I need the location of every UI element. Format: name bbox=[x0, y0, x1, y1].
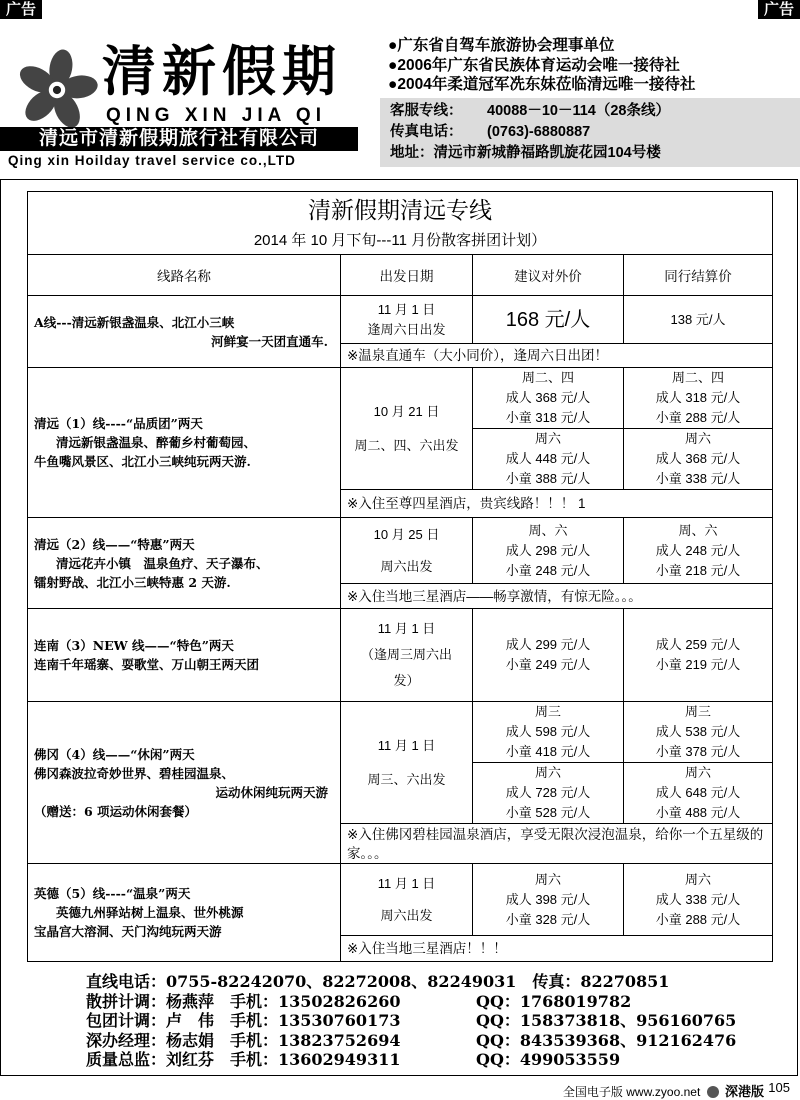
trade-price: 周六 成人 648 元/人 小童 488 元/人 bbox=[624, 763, 773, 824]
route-note: ※温泉直通车（大小同价），逢周六日出团！ bbox=[341, 344, 773, 368]
staff-line: 散拼计调：杨燕萍 手机：13502826260 QQ：1768019782 bbox=[86, 991, 632, 1011]
page-source: 全国电子版 www.zyoo.net 深港版 bbox=[562, 1084, 764, 1099]
retail-price: 周二、四 成人 368 元/人 小童 318 元/人 bbox=[473, 368, 624, 429]
route-name: 佛冈（4）线——“休闲”两天 佛冈森波拉奇妙世界、碧桂园温泉、 运动休闲纯玩两天游 （赠送：6 项运动休闲套餐） bbox=[28, 702, 341, 864]
brand-pinyin: QING XIN JIA QI bbox=[106, 105, 326, 126]
retail-price: 周六 成人 448 元/人 小童 388 元/人 bbox=[473, 429, 624, 490]
credentials-list bbox=[388, 36, 695, 95]
credential-item: ●2004年柔道冠军冼东妹莅临清远唯一接待社 bbox=[388, 76, 696, 93]
hotline-line: 直线电话：0755-82242070、82272008、82249031 传真：82270851 bbox=[86, 972, 670, 991]
col-header: 出发日期 bbox=[341, 255, 473, 296]
route-name: A线---清远新银盏温泉、北江小三峡 河鲜宴一天团直通车. bbox=[28, 296, 341, 368]
table-title: 清新假期清远专线 bbox=[28, 192, 773, 229]
table-subtitle: 2014 年 10 月下旬---11 月份散客拼团计划） bbox=[28, 228, 773, 255]
route-name: 连南（3）NEW 线——“特色”两天 连南千年瑶寨、耍歌堂、万山朝王两天团 bbox=[28, 609, 341, 702]
contact-info bbox=[390, 101, 670, 164]
page-number: 105 bbox=[768, 1080, 790, 1095]
staff-line: 质量总监：刘红芬 手机：13602949311 QQ：499053559 bbox=[86, 1050, 621, 1069]
route-name: 清远（2）线——“特惠”两天 清远花卉小镇 温泉鱼疗、天子瀑布、 镭射野战、北江小三峡特惠 2 天游. bbox=[28, 518, 341, 609]
contact-footer bbox=[86, 972, 737, 1070]
col-header: 同行结算价 bbox=[624, 255, 773, 296]
retail-price: 周、六 成人 298 元/人 小童 248 元/人 bbox=[473, 518, 624, 584]
company-name: 清远市清新假期旅行社有限公司 bbox=[0, 127, 358, 151]
brand-name: 清新假期 bbox=[102, 39, 342, 103]
route-note: ※入住当地三星酒店！！！ bbox=[341, 936, 773, 962]
route-name: 英德（5）线----“温泉”两天 英德九州驿站树上温泉、世外桃源 宝晶宫大溶洞、天门沟纯玩两天游 bbox=[28, 864, 341, 962]
retail-price: 周三 成人 598 元/人 小童 418 元/人 bbox=[473, 702, 624, 763]
company-name-en: Qing xin Hoilday travel service co.,LTD bbox=[8, 153, 296, 168]
trade-price: 成人 259 元/人 小童 219 元/人 bbox=[624, 609, 773, 702]
depart-date: 11 月 1 日 （逢周三周六出 发） bbox=[341, 609, 473, 702]
contact-key: 传真电话： bbox=[390, 124, 463, 140]
trade-price: 周三 成人 538 元/人 小童 378 元/人 bbox=[624, 702, 773, 763]
credential-item: ●广东省自驾车旅游协会理事单位 bbox=[388, 37, 615, 54]
page-footer bbox=[0, 1077, 800, 1100]
trade-price: 周、六 成人 248 元/人 小童 218 元/人 bbox=[624, 518, 773, 584]
route-name: 清远（1）线----“品质团”两天 清远新银盏温泉、醉葡乡村葡萄园、 牛鱼嘴风景区、北江小三峡纯玩两天游. bbox=[28, 368, 341, 518]
contact-key: 地址： bbox=[390, 145, 434, 161]
retail-price: 168 元/人 bbox=[473, 296, 624, 344]
col-header: 线路名称 bbox=[28, 255, 341, 296]
table-row bbox=[28, 296, 773, 344]
retail-price: 成人 299 元/人 小童 249 元/人 bbox=[473, 609, 624, 702]
address-value: 清远市新城静福路凯旋花园104号楼 bbox=[433, 145, 661, 161]
table-row bbox=[28, 702, 773, 763]
retail-price: 周六 成人 728 元/人 小童 528 元/人 bbox=[473, 763, 624, 824]
table-row bbox=[28, 609, 773, 702]
depart-date: 11 月 1 日 周三、六出发 bbox=[341, 702, 473, 824]
depart-date: 10 月 21 日 周二、四、六出发 bbox=[341, 368, 473, 490]
hotline-value: 40088－10－114（28条线） bbox=[487, 103, 670, 119]
depart-date: 10 月 25 日 周六出发 bbox=[341, 518, 473, 584]
table-row bbox=[28, 368, 773, 429]
table-row bbox=[28, 518, 773, 584]
depart-date: 11 月 1 日 逢周六日出发 bbox=[341, 296, 473, 344]
schedule-table bbox=[27, 191, 773, 962]
staff-line: 深办经理：杨志娟 手机：13823752694 QQ：843539368、912162476 bbox=[86, 1030, 737, 1050]
contact-key: 客服专线： bbox=[390, 103, 463, 119]
trade-price: 138 元/人 bbox=[624, 296, 773, 344]
table-header-row bbox=[28, 255, 773, 296]
table-row bbox=[28, 864, 773, 936]
route-note: ※入住至尊四星酒店，贵宾线路！！！ 1 bbox=[341, 490, 773, 518]
retail-price: 周六 成人 398 元/人 小童 328 元/人 bbox=[473, 864, 624, 936]
trade-price: 周二、四 成人 318 元/人 小童 288 元/人 bbox=[624, 368, 773, 429]
edition-icon bbox=[707, 1086, 719, 1098]
fax-value: (0763)-6880887 bbox=[487, 124, 591, 140]
trade-price: 周六 成人 368 元/人 小童 338 元/人 bbox=[624, 429, 773, 490]
depart-date: 11 月 1 日 周六出发 bbox=[341, 864, 473, 936]
col-header: 建议对外价 bbox=[473, 255, 624, 296]
flower-logo-icon bbox=[16, 49, 98, 131]
route-note: ※入住当地三星酒店——畅享激情，有惊无险。。。 bbox=[341, 584, 773, 609]
route-note: ※入住佛冈碧桂园温泉酒店，享受无限次浸泡温泉，给你一个五星级的家。。。 bbox=[341, 824, 773, 864]
trade-price: 周六 成人 338 元/人 小童 288 元/人 bbox=[624, 864, 773, 936]
ad-label-left: 广告 bbox=[0, 0, 42, 19]
credential-item: ●2006年广东省民族体育运动会唯一接待社 bbox=[388, 56, 680, 74]
staff-line: 包团计调：卢 伟 手机：13530760173 QQ：158373818、956160765 bbox=[86, 1011, 737, 1030]
advert-header bbox=[0, 19, 800, 167]
ad-label-right: 广告 bbox=[758, 0, 800, 19]
